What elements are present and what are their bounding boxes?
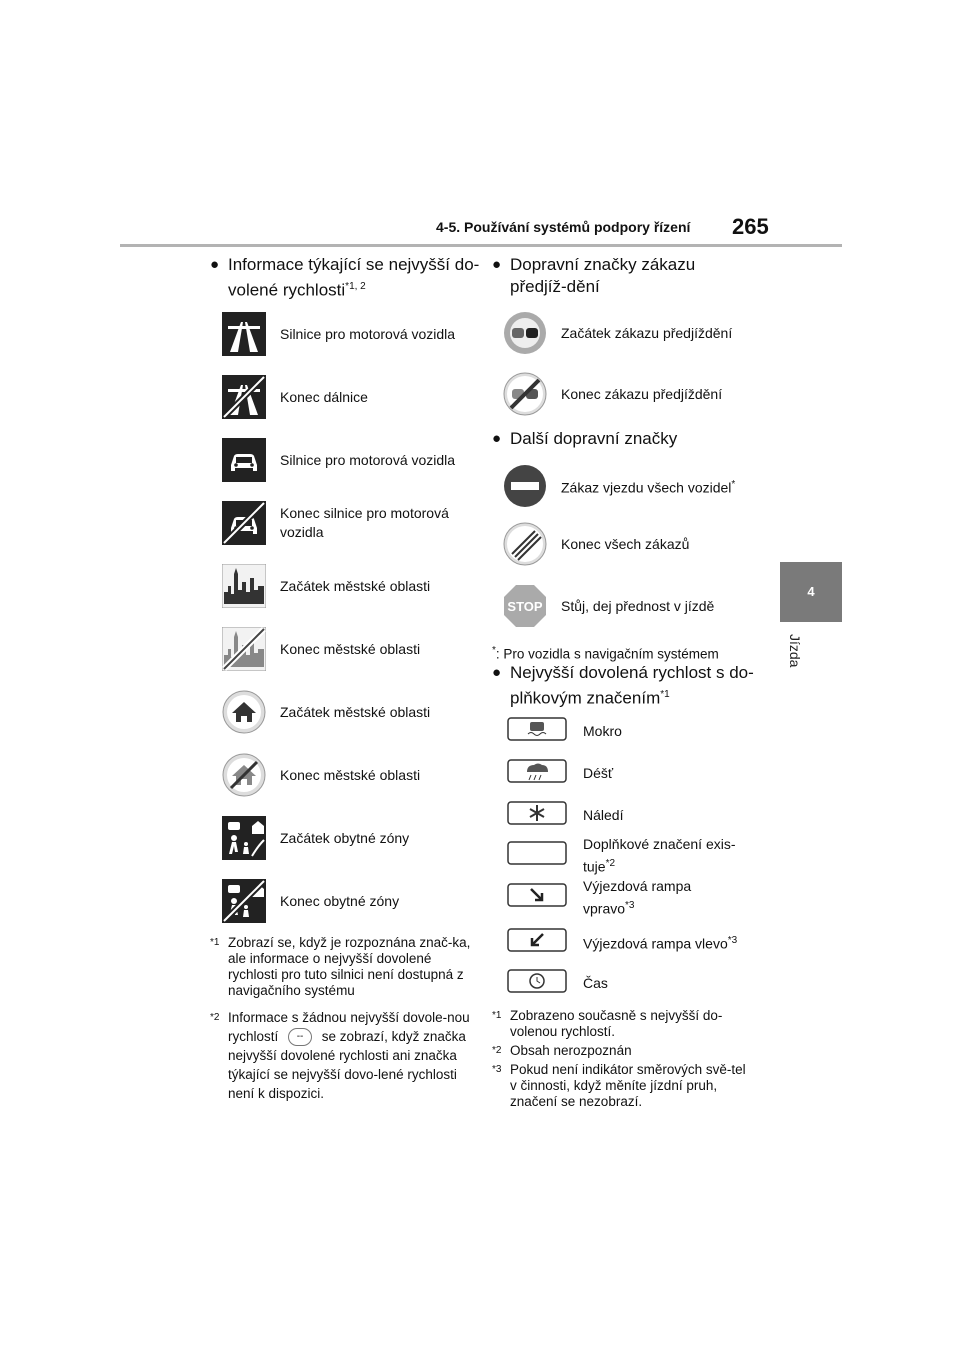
no-overtaking-end-icon [503, 372, 547, 416]
motorway-icon [222, 312, 266, 356]
footnote [210, 1008, 472, 1103]
plate-label: Doplňkové značení exis-tuje$^{*2}$ [583, 836, 736, 875]
plate-row [507, 835, 748, 877]
plate-label: Výjezdová rampa vlevo$^{*3}$ [583, 935, 738, 952]
footnote-text: Zobrazí se, když je rozpoznána znač-ka, ale informace o nejvyšší dovolené rychlosti pro tuto silnici není dostupná z navigačního systému [228, 935, 471, 998]
footnote-mark: *2 [210, 1012, 220, 1023]
sign-row [503, 311, 732, 355]
stop-sign-icon [503, 584, 547, 628]
chapter-tab: 4 [780, 562, 842, 622]
no-entry-icon [503, 464, 547, 508]
sign-label: Začátek městské oblasti [280, 703, 431, 720]
clock-icon [507, 969, 567, 998]
snowflake-icon [507, 801, 567, 830]
plate-row [507, 928, 737, 957]
plate-label: Výjezdová rampa vpravo$^{*3}$ [583, 878, 692, 917]
sign-row [222, 564, 430, 608]
chapter-label: Jízda [787, 634, 803, 668]
left-heading-line2: volené rychlosti [228, 280, 346, 300]
sign-label: Konec silnice pro motorová vozidla [280, 505, 449, 540]
plate-label: Čas [583, 975, 608, 991]
right-heading-2: ● Další dopravní značky [492, 429, 678, 448]
right-heading-1: ● Dopravní značky zákazu předjíž-dění [492, 255, 696, 296]
sign-row [222, 501, 470, 545]
sign-label: Konec zákazu předjíždění [561, 385, 723, 402]
star-note: *: Pro vozidla s navigačním systémem [492, 645, 719, 662]
sign-label: Konec všech zákazů [561, 535, 690, 552]
plate-label: Mokro [583, 723, 622, 739]
footnote-mark: *1 [210, 937, 220, 948]
blank-plate-icon [507, 841, 567, 870]
motorway-end-icon [222, 375, 266, 419]
plate-row [507, 877, 723, 919]
sign-label: Začátek městské oblasti [280, 577, 431, 594]
heading-text: Další dopravní značky [510, 429, 678, 448]
left-heading-line1: Informace týkající se nejvyšší do- [228, 255, 480, 274]
footnote: *2 Obsah nerozpoznán [492, 1043, 754, 1059]
car-road-icon [222, 438, 266, 482]
sign-row [222, 879, 399, 923]
right-heading-3: ● Nejvyšší dovolená rychlost s do-plňkovým značením$^{*1}$ [492, 663, 754, 708]
sign-label: Konec dálnice [280, 388, 368, 405]
sign-label: Zákaz vjezdu všech vozidel* [561, 478, 736, 496]
heading-text: Nejvyšší dovolená rychlost s do-plňkovým značením [510, 663, 754, 708]
exit-right-icon [507, 883, 567, 912]
exit-left-icon [507, 928, 567, 957]
heading-text: Dopravní značky zákazu předjíž-dění [510, 255, 696, 296]
end-restrictions-icon [503, 522, 547, 566]
sign-row [503, 464, 735, 508]
plate-row [507, 717, 622, 746]
footnote: *1 Zobrazeno současně s nejvyšší do-volenou rychlostí. [492, 1008, 754, 1040]
rain-icon [507, 759, 567, 788]
sign-row [222, 816, 409, 860]
sign-row [503, 372, 722, 416]
footnote-text: se zobrazí, když značka nejvyšší dovolené rychlosti ani značka týkající se nejvyšší dovo-lené rychlosti není k dispozici. [228, 1029, 466, 1102]
sign-label: Začátek zákazu předjíždění [561, 324, 733, 341]
house-sign-end-icon [222, 753, 266, 797]
plate-label: Déšť [583, 765, 614, 781]
plate-row [507, 801, 623, 830]
left-heading: ● Informace týkající se nejvyšší do- volené rychlosti$^{*1, 2}$ [210, 255, 480, 300]
header-rule [120, 244, 842, 247]
sign-row [222, 627, 420, 671]
sign-label: Konec obytné zóny [280, 892, 400, 909]
no-overtaking-icon [503, 311, 547, 355]
left-heading-sup: *1, 2 [345, 281, 366, 292]
sign-row [222, 438, 455, 482]
city-end-icon [222, 627, 266, 671]
living-zone-icon [222, 816, 266, 860]
wet-road-icon [507, 717, 567, 746]
sign-row [222, 753, 420, 797]
plate-row [507, 759, 613, 788]
sign-label: Silnice pro motorová vozidla [280, 451, 456, 468]
living-zone-end-icon [222, 879, 266, 923]
sign-row [503, 522, 689, 566]
sign-label: Konec městské oblasti [280, 766, 421, 783]
footnote-text: Zobrazeno současně s nejvyšší do-volenou rychlostí. [510, 1008, 723, 1039]
sign-row [222, 312, 455, 356]
svg-text:STOP: STOP [507, 599, 543, 614]
sign-row [222, 690, 430, 734]
house-sign-icon [222, 690, 266, 734]
footnote-text: Pokud není indikátor směrových svě-tel v činnosti, když měníte jízdní pruh, značení se nezobrazí. [510, 1062, 746, 1109]
city-icon [222, 564, 266, 608]
car-road-end-icon [222, 501, 266, 545]
page-number: 265 [732, 214, 769, 239]
footnote: *3 Pokud není indikátor směrových svě-tel v činnosti, když měníte jízdní pruh, značení se nezobrazí. [492, 1062, 754, 1110]
no-limit-icon: -- [288, 1028, 312, 1046]
plate-label: Náledí [583, 807, 624, 823]
sign-label: Silnice pro motorová vozidla [280, 325, 456, 342]
section-title: 4-5. Používání systémů podpory řízení [436, 219, 691, 235]
sign-row [503, 584, 714, 628]
sign-label: Konec městské oblasti [280, 640, 421, 657]
sign-row [222, 375, 368, 419]
footnote [210, 935, 472, 999]
sign-label: Stůj, dej přednost v jízdě [561, 597, 715, 614]
footnote-text: Obsah nerozpoznán [510, 1043, 632, 1058]
sign-label: Začátek obytné zóny [280, 829, 410, 846]
footnote-text: Informace s žádnou nejvyšší dovole-nou rychlostí [228, 1010, 470, 1044]
plate-row [507, 969, 608, 998]
